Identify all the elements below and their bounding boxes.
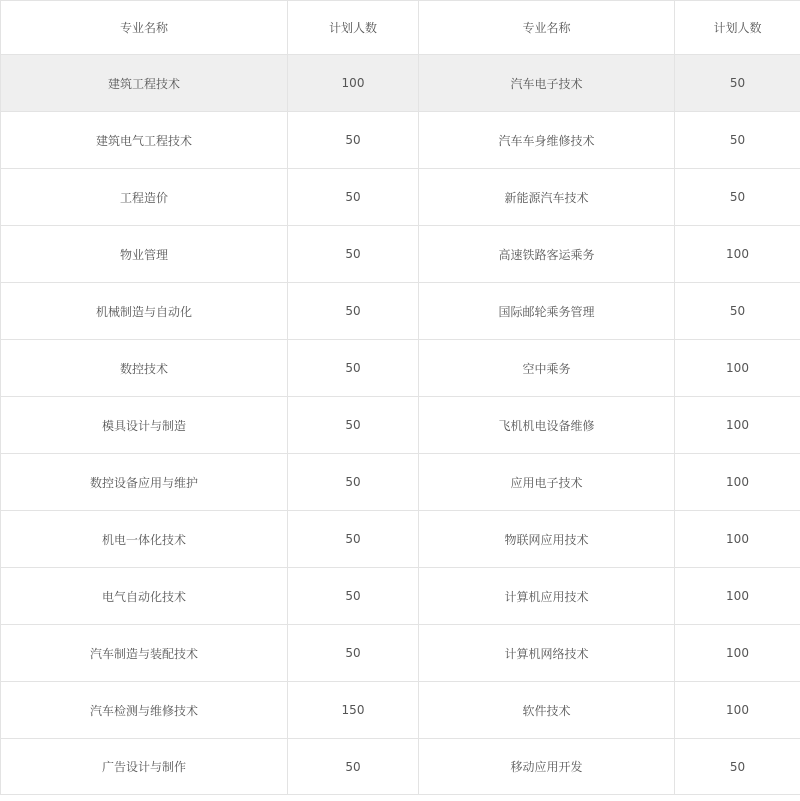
cell-count-left: 50 <box>288 625 419 682</box>
cell-count-right: 50 <box>675 112 800 169</box>
header-count-left: 计划人数 <box>288 1 419 55</box>
table-row <box>1 226 800 283</box>
cell-major-left: 建筑电气工程技术 <box>1 112 288 169</box>
table-row <box>1 568 800 625</box>
cell-count-right: 50 <box>675 283 800 340</box>
cell-count-right: 50 <box>675 169 800 226</box>
cell-count-left: 50 <box>288 169 419 226</box>
cell-major-left: 数控设备应用与维护 <box>1 454 288 511</box>
cell-major-right: 国际邮轮乘务管理 <box>419 283 675 340</box>
cell-major-left: 汽车检测与维修技术 <box>1 682 288 739</box>
cell-major-right: 高速铁路客运乘务 <box>419 226 675 283</box>
header-major-right: 专业名称 <box>419 1 675 55</box>
table-row <box>1 340 800 397</box>
cell-count-left: 50 <box>288 283 419 340</box>
cell-count-left: 50 <box>288 112 419 169</box>
table-row <box>1 112 800 169</box>
table-row <box>1 55 800 112</box>
cell-count-left: 50 <box>288 340 419 397</box>
table-row <box>1 397 800 454</box>
cell-major-left: 模具设计与制造 <box>1 397 288 454</box>
cell-major-left: 机电一体化技术 <box>1 511 288 568</box>
cell-major-right: 应用电子技术 <box>419 454 675 511</box>
cell-count-right: 100 <box>675 340 800 397</box>
cell-count-left: 50 <box>288 568 419 625</box>
cell-major-left: 建筑工程技术 <box>1 55 288 112</box>
table-row <box>1 682 800 739</box>
cell-count-left: 100 <box>288 55 419 112</box>
table-header-row <box>1 1 800 55</box>
cell-count-right: 50 <box>675 55 800 112</box>
table-row <box>1 625 800 682</box>
cell-count-left: 50 <box>288 454 419 511</box>
cell-major-left: 汽车制造与装配技术 <box>1 625 288 682</box>
cell-count-left: 50 <box>288 226 419 283</box>
cell-major-right: 计算机应用技术 <box>419 568 675 625</box>
cell-count-left: 150 <box>288 682 419 739</box>
table-row <box>1 169 800 226</box>
cell-major-right: 空中乘务 <box>419 340 675 397</box>
cell-count-right: 100 <box>675 568 800 625</box>
cell-major-right: 移动应用开发 <box>419 739 675 795</box>
cell-count-right: 100 <box>675 397 800 454</box>
header-major-left: 专业名称 <box>1 1 288 55</box>
cell-major-left: 物业管理 <box>1 226 288 283</box>
table-row <box>1 739 800 795</box>
table-row <box>1 283 800 340</box>
cell-count-right: 100 <box>675 511 800 568</box>
cell-major-right: 计算机网络技术 <box>419 625 675 682</box>
cell-count-left: 50 <box>288 511 419 568</box>
cell-count-right: 100 <box>675 454 800 511</box>
cell-major-left: 广告设计与制作 <box>1 739 288 795</box>
cell-major-right: 汽车电子技术 <box>419 55 675 112</box>
cell-major-left: 机械制造与自动化 <box>1 283 288 340</box>
cell-major-right: 物联网应用技术 <box>419 511 675 568</box>
cell-major-left: 数控技术 <box>1 340 288 397</box>
cell-major-left: 电气自动化技术 <box>1 568 288 625</box>
cell-count-right: 50 <box>675 739 800 795</box>
cell-count-left: 50 <box>288 739 419 795</box>
cell-major-right: 飞机机电设备维修 <box>419 397 675 454</box>
cell-major-right: 新能源汽车技术 <box>419 169 675 226</box>
table-row <box>1 511 800 568</box>
cell-major-right: 软件技术 <box>419 682 675 739</box>
cell-count-right: 100 <box>675 625 800 682</box>
table-row <box>1 454 800 511</box>
cell-count-right: 100 <box>675 682 800 739</box>
cell-count-left: 50 <box>288 397 419 454</box>
cell-count-right: 100 <box>675 226 800 283</box>
cell-major-right: 汽车车身维修技术 <box>419 112 675 169</box>
header-count-right: 计划人数 <box>675 1 800 55</box>
cell-major-left: 工程造价 <box>1 169 288 226</box>
